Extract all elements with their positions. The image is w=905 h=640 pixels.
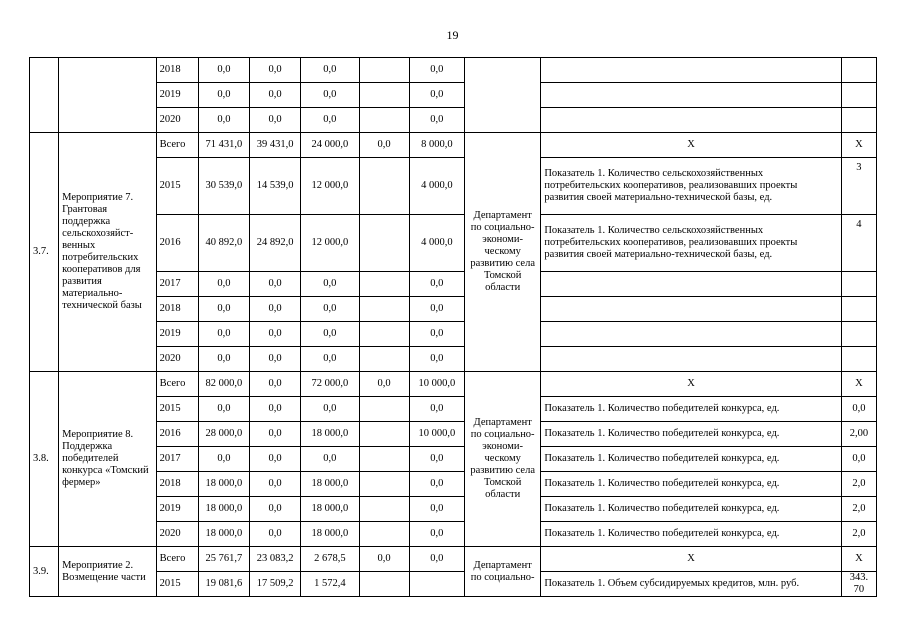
federal-cell: 0,0	[250, 447, 301, 472]
year-cell: 2015	[156, 158, 198, 215]
local-cell	[359, 297, 409, 322]
indicator-text: Показатель 1. Количество победителей конкурса, ед.	[541, 422, 841, 447]
year-cell: Всего	[156, 133, 198, 158]
indicator-value	[841, 272, 876, 297]
federal-cell: 0,0	[250, 422, 301, 447]
federal-cell: 0,0	[250, 83, 301, 108]
year-cell: 2017	[156, 272, 198, 297]
table-row	[30, 158, 877, 215]
indicator-value-cell	[841, 83, 876, 108]
extra-budget-cell: 0,0	[409, 322, 464, 347]
extra-budget-cell: 0,0	[409, 472, 464, 497]
extra-budget-cell: 0,0	[409, 447, 464, 472]
local-cell	[359, 272, 409, 297]
item-number: 3.7.	[30, 133, 59, 372]
total-cell: 18 000,0	[198, 472, 249, 497]
year-cell: 2019	[156, 497, 198, 522]
federal-cell: 0,0	[250, 347, 301, 372]
indicator-text	[541, 322, 841, 347]
local-cell	[359, 158, 409, 215]
extra-budget-cell: 4 000,0	[409, 158, 464, 215]
local-cell	[359, 422, 409, 447]
item-name: Мероприятие 2. Возмещение части	[59, 547, 156, 597]
regional-cell: 18 000,0	[301, 472, 359, 497]
table-row	[30, 422, 877, 447]
year-cell: 2018	[156, 58, 198, 83]
total-cell: 0,0	[198, 83, 249, 108]
federal-cell: 23 083,2	[250, 547, 301, 572]
item-name: Мероприятие 7. Грантовая поддержка сельскохозяйст-венных потребительских кооперативов для развития материально-технической базы	[59, 133, 156, 372]
indicator-text	[541, 272, 841, 297]
indicator-text: Показатель 1. Количество сельскохозяйственных потребительских кооперативов, реализовавших проекты развития своей материально-технической базы, ед.	[541, 215, 841, 272]
indicator-cell	[541, 108, 841, 133]
table-row	[30, 447, 877, 472]
table-row	[30, 572, 877, 597]
local-cell: 0,0	[359, 372, 409, 397]
indicator-value: 0,0	[841, 397, 876, 422]
total-cell: 18 000,0	[198, 497, 249, 522]
responsible-cell	[464, 58, 540, 133]
extra-budget-cell	[409, 572, 464, 597]
local-cell	[359, 83, 409, 108]
federal-cell: 0,0	[250, 472, 301, 497]
year-cell: 2016	[156, 215, 198, 272]
extra-budget-cell: 0,0	[409, 497, 464, 522]
total-cell: 25 761,7	[198, 547, 249, 572]
indicator-text	[541, 347, 841, 372]
regional-cell: 2 678,5	[301, 547, 359, 572]
indicator-text: Показатель 1. Количество победителей конкурса, ед.	[541, 447, 841, 472]
regional-cell: 0,0	[301, 322, 359, 347]
extra-budget-cell: 0,0	[409, 58, 464, 83]
indicator-text: Х	[541, 547, 841, 572]
total-cell: 71 431,0	[198, 133, 249, 158]
local-cell	[359, 472, 409, 497]
year-cell: 2017	[156, 447, 198, 472]
federal-cell: 0,0	[250, 522, 301, 547]
total-cell: 0,0	[198, 272, 249, 297]
indicator-value: 2,00	[841, 422, 876, 447]
extra-budget-cell: 8 000,0	[409, 133, 464, 158]
federal-cell: 0,0	[250, 372, 301, 397]
indicator-value: 4	[841, 215, 876, 272]
indicator-value: 343. 70	[841, 572, 876, 597]
total-cell: 0,0	[198, 397, 249, 422]
local-cell	[359, 497, 409, 522]
indicator-cell	[541, 58, 841, 83]
table-row	[30, 347, 877, 372]
item-number: 3.8.	[30, 372, 59, 547]
table-row	[30, 547, 877, 572]
table-row	[30, 472, 877, 497]
extra-budget-cell: 4 000,0	[409, 215, 464, 272]
indicator-value-cell	[841, 58, 876, 83]
local-cell	[359, 215, 409, 272]
local-cell	[359, 322, 409, 347]
indicator-text: Показатель 1. Количество победителей конкурса, ед.	[541, 472, 841, 497]
year-cell: 2020	[156, 522, 198, 547]
regional-cell: 0,0	[301, 58, 359, 83]
table-row	[30, 58, 877, 83]
indicator-value: Х	[841, 372, 876, 397]
year-cell: 2020	[156, 347, 198, 372]
regional-cell: 12 000,0	[301, 215, 359, 272]
responsible-executor: Департамент по социально-	[464, 547, 540, 597]
total-cell: 0,0	[198, 347, 249, 372]
table-row	[30, 272, 877, 297]
total-cell: 19 081,6	[198, 572, 249, 597]
table-row	[30, 297, 877, 322]
federal-cell: 0,0	[250, 322, 301, 347]
total-cell: 0,0	[198, 108, 249, 133]
federal-cell: 39 431,0	[250, 133, 301, 158]
year-cell: 2018	[156, 472, 198, 497]
table-row	[30, 397, 877, 422]
total-cell: 0,0	[198, 58, 249, 83]
local-cell	[359, 522, 409, 547]
year-cell: 2019	[156, 322, 198, 347]
regional-cell: 0,0	[301, 83, 359, 108]
responsible-executor: Департамент по социально-экономи-ческому развитию села Томской области	[464, 133, 540, 372]
indicator-value-cell	[841, 108, 876, 133]
indicator-text: Показатель 1. Количество победителей конкурса, ед.	[541, 497, 841, 522]
extra-budget-cell: 0,0	[409, 83, 464, 108]
federal-cell: 17 509,2	[250, 572, 301, 597]
item-name-cell	[59, 58, 156, 133]
total-cell: 28 000,0	[198, 422, 249, 447]
federal-cell: 0,0	[250, 297, 301, 322]
indicator-text: Показатель 1. Количество победителей конкурса, ед.	[541, 522, 841, 547]
federal-cell: 24 892,0	[250, 215, 301, 272]
year-cell: 2018	[156, 297, 198, 322]
indicator-value	[841, 322, 876, 347]
regional-cell: 72 000,0	[301, 372, 359, 397]
regional-cell: 24 000,0	[301, 133, 359, 158]
indicator-value: Х	[841, 133, 876, 158]
extra-budget-cell: 0,0	[409, 297, 464, 322]
year-cell: 2019	[156, 83, 198, 108]
program-table	[29, 57, 877, 597]
indicator-text: Показатель 1. Объем субсидируемых кредитов, млн. руб.	[541, 572, 841, 597]
item-name: Мероприятие 8. Поддержка победителей конкурса «Томский фермер»	[59, 372, 156, 547]
local-cell	[359, 397, 409, 422]
regional-cell: 0,0	[301, 397, 359, 422]
indicator-value: 2,0	[841, 522, 876, 547]
total-cell: 40 892,0	[198, 215, 249, 272]
local-cell	[359, 58, 409, 83]
regional-cell: 18 000,0	[301, 422, 359, 447]
responsible-executor: Департамент по социально-экономи-ческому развитию села Томской области	[464, 372, 540, 547]
extra-budget-cell: 10 000,0	[409, 422, 464, 447]
indicator-value: 0,0	[841, 447, 876, 472]
extra-budget-cell: 0,0	[409, 547, 464, 572]
regional-cell: 0,0	[301, 447, 359, 472]
regional-cell: 12 000,0	[301, 158, 359, 215]
table-row	[30, 83, 877, 108]
table-row	[30, 372, 877, 397]
indicator-text: Х	[541, 372, 841, 397]
indicator-value: 2,0	[841, 472, 876, 497]
local-cell	[359, 347, 409, 372]
extra-budget-cell: 0,0	[409, 108, 464, 133]
regional-cell: 1 572,4	[301, 572, 359, 597]
total-cell: 82 000,0	[198, 372, 249, 397]
local-cell	[359, 572, 409, 597]
regional-cell: 0,0	[301, 108, 359, 133]
local-cell: 0,0	[359, 133, 409, 158]
regional-cell: 0,0	[301, 347, 359, 372]
table-row	[30, 215, 877, 272]
year-cell: 2015	[156, 572, 198, 597]
total-cell: 18 000,0	[198, 522, 249, 547]
local-cell	[359, 447, 409, 472]
total-cell: 0,0	[198, 447, 249, 472]
federal-cell: 0,0	[250, 497, 301, 522]
regional-cell: 18 000,0	[301, 497, 359, 522]
extra-budget-cell: 10 000,0	[409, 372, 464, 397]
item-number-cell	[30, 58, 59, 133]
local-cell: 0,0	[359, 547, 409, 572]
indicator-text: Х	[541, 133, 841, 158]
federal-cell: 0,0	[250, 108, 301, 133]
extra-budget-cell: 0,0	[409, 272, 464, 297]
total-cell: 0,0	[198, 297, 249, 322]
extra-budget-cell: 0,0	[409, 397, 464, 422]
year-cell: Всего	[156, 547, 198, 572]
extra-budget-cell: 0,0	[409, 347, 464, 372]
year-cell: 2016	[156, 422, 198, 447]
regional-cell: 0,0	[301, 272, 359, 297]
indicator-value: 3	[841, 158, 876, 215]
extra-budget-cell: 0,0	[409, 522, 464, 547]
federal-cell: 0,0	[250, 272, 301, 297]
federal-cell: 0,0	[250, 58, 301, 83]
table-row	[30, 497, 877, 522]
indicator-value: 2,0	[841, 497, 876, 522]
indicator-value	[841, 297, 876, 322]
local-cell	[359, 108, 409, 133]
item-number: 3.9.	[30, 547, 59, 597]
indicator-text	[541, 297, 841, 322]
regional-cell: 0,0	[301, 297, 359, 322]
year-cell: 2015	[156, 397, 198, 422]
table-row	[30, 133, 877, 158]
indicator-value: Х	[841, 547, 876, 572]
federal-cell: 0,0	[250, 397, 301, 422]
year-cell: 2020	[156, 108, 198, 133]
regional-cell: 18 000,0	[301, 522, 359, 547]
indicator-cell	[541, 83, 841, 108]
table-row	[30, 322, 877, 347]
indicator-text: Показатель 1. Количество сельскохозяйственных потребительских кооперативов, реализовавших проекты развития своей материально-технической базы, ед.	[541, 158, 841, 215]
indicator-text: Показатель 1. Количество победителей конкурса, ед.	[541, 397, 841, 422]
year-cell: Всего	[156, 372, 198, 397]
table-row	[30, 522, 877, 547]
total-cell: 0,0	[198, 322, 249, 347]
total-cell: 30 539,0	[198, 158, 249, 215]
page-number: 19	[446, 28, 459, 42]
federal-cell: 14 539,0	[250, 158, 301, 215]
indicator-value	[841, 347, 876, 372]
table-row	[30, 108, 877, 133]
